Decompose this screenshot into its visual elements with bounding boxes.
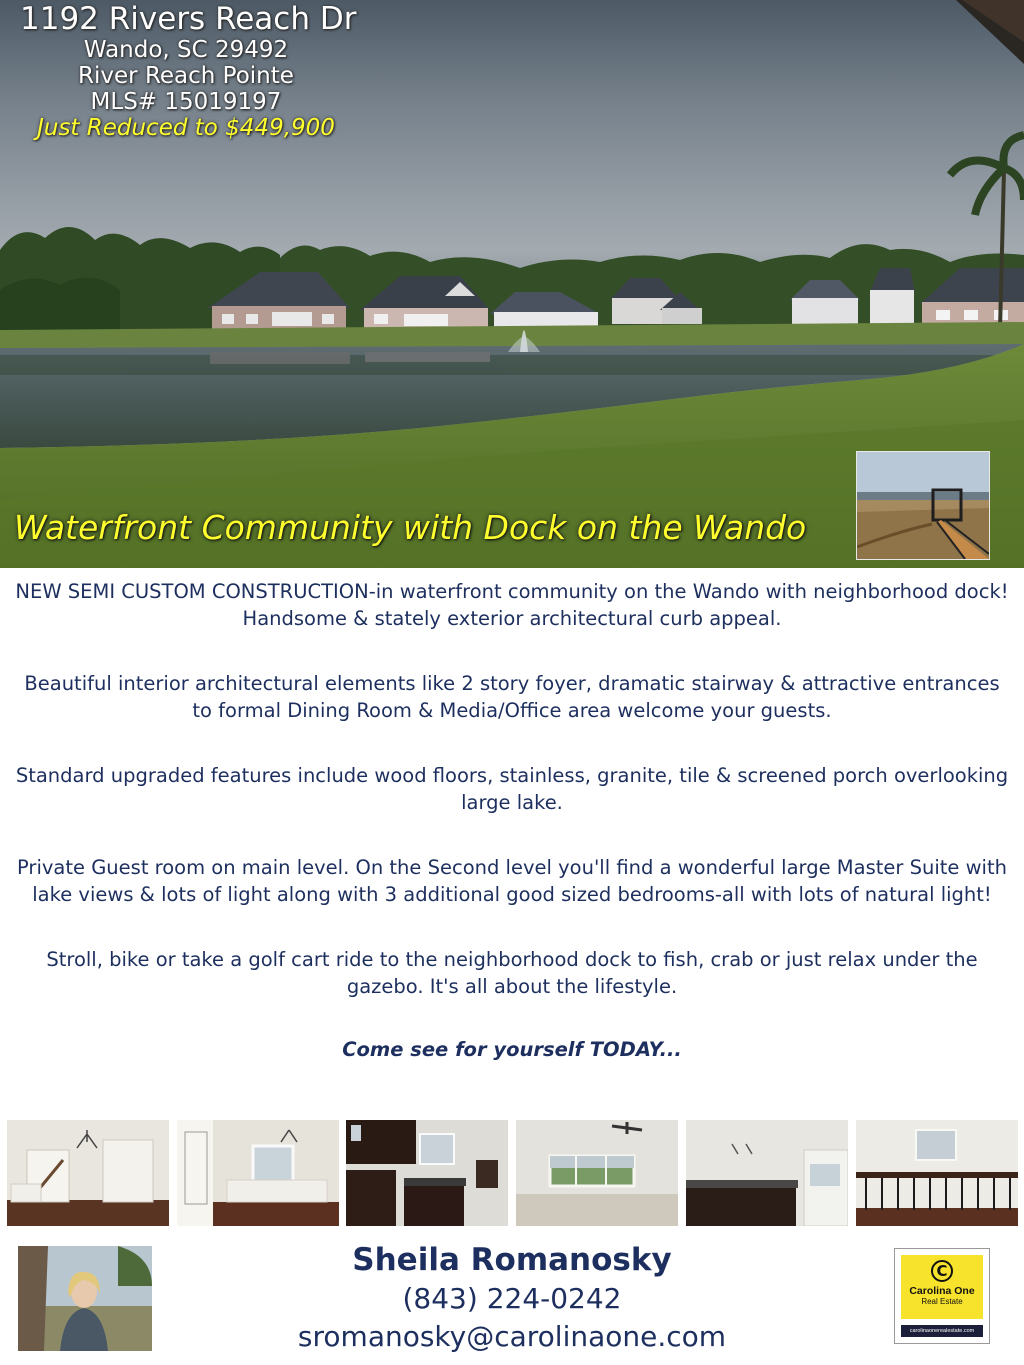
agent-photo (18, 1246, 152, 1351)
tagline: Waterfront Community with Dock on the Wando (14, 508, 807, 547)
agent-phone[interactable]: (843) 224-0242 (402, 1282, 622, 1315)
brokerage-logo-panel (901, 1255, 983, 1319)
agent-name: Sheila Romanosky (352, 1242, 672, 1278)
dock-inset-photo (856, 451, 990, 560)
listing-header (0, 1, 372, 141)
description-section (14, 578, 1010, 1101)
agent-email[interactable]: sromanosky@carolinaone.com (297, 1320, 727, 1353)
thumbnail-bathroom[interactable] (686, 1120, 848, 1226)
mls-number: MLS# 15019197 (90, 89, 282, 115)
brokerage-name: Carolina One (909, 1285, 975, 1297)
description-paragraph: Private Guest room on main level. On the Second level you'll find a wonderful large Master Suite with lake views & lots of light along with 3 additional good sized bedrooms-all with lots of natural light! (17, 856, 1007, 906)
photo-gallery (0, 1120, 1024, 1227)
brokerage-url: carolinaonerealestate.com (901, 1325, 983, 1337)
brokerage-sub: Real Estate (921, 1297, 963, 1306)
copyright-c-icon: C (931, 1260, 953, 1282)
street-address: 1192 Rivers Reach Dr (20, 1, 357, 37)
description-paragraph: Stroll, bike or take a golf cart ride to the neighborhood dock to fish, crab or just relax under the gazebo. It's all about the lifestyle. (46, 948, 978, 998)
brokerage-logo (894, 1248, 990, 1344)
city-state-zip: Wando, SC 29492 (83, 37, 289, 63)
community-name: River Reach Pointe (78, 63, 294, 89)
hero-photo (0, 0, 1024, 568)
thumbnail-foyer[interactable] (7, 1120, 169, 1226)
description-paragraph: NEW SEMI CUSTOM CONSTRUCTION-in waterfront community on the Wando with neighborhood dock! Handsome & stately exterior architectural curb appeal. (15, 580, 1009, 630)
thumbnail-dining[interactable] (177, 1120, 339, 1226)
agent-contact (262, 1240, 762, 1356)
description-paragraph: Beautiful interior architectural elements like 2 story foyer, dramatic stairway & attractive entrances to formal Dining Room & Media/Office area welcome your guests. (24, 672, 1000, 722)
thumbnail-stair-landing[interactable] (856, 1120, 1018, 1226)
price-note: Just Reduced to $449,900 (37, 115, 335, 141)
description-paragraph: Standard upgraded features include wood floors, stainless, granite, tile & screened porch overlooking large lake. (15, 764, 1009, 814)
call-to-action: Come see for yourself TODAY... (342, 1038, 682, 1061)
thumbnail-living-room[interactable] (516, 1120, 678, 1226)
thumbnail-kitchen[interactable] (346, 1120, 508, 1226)
